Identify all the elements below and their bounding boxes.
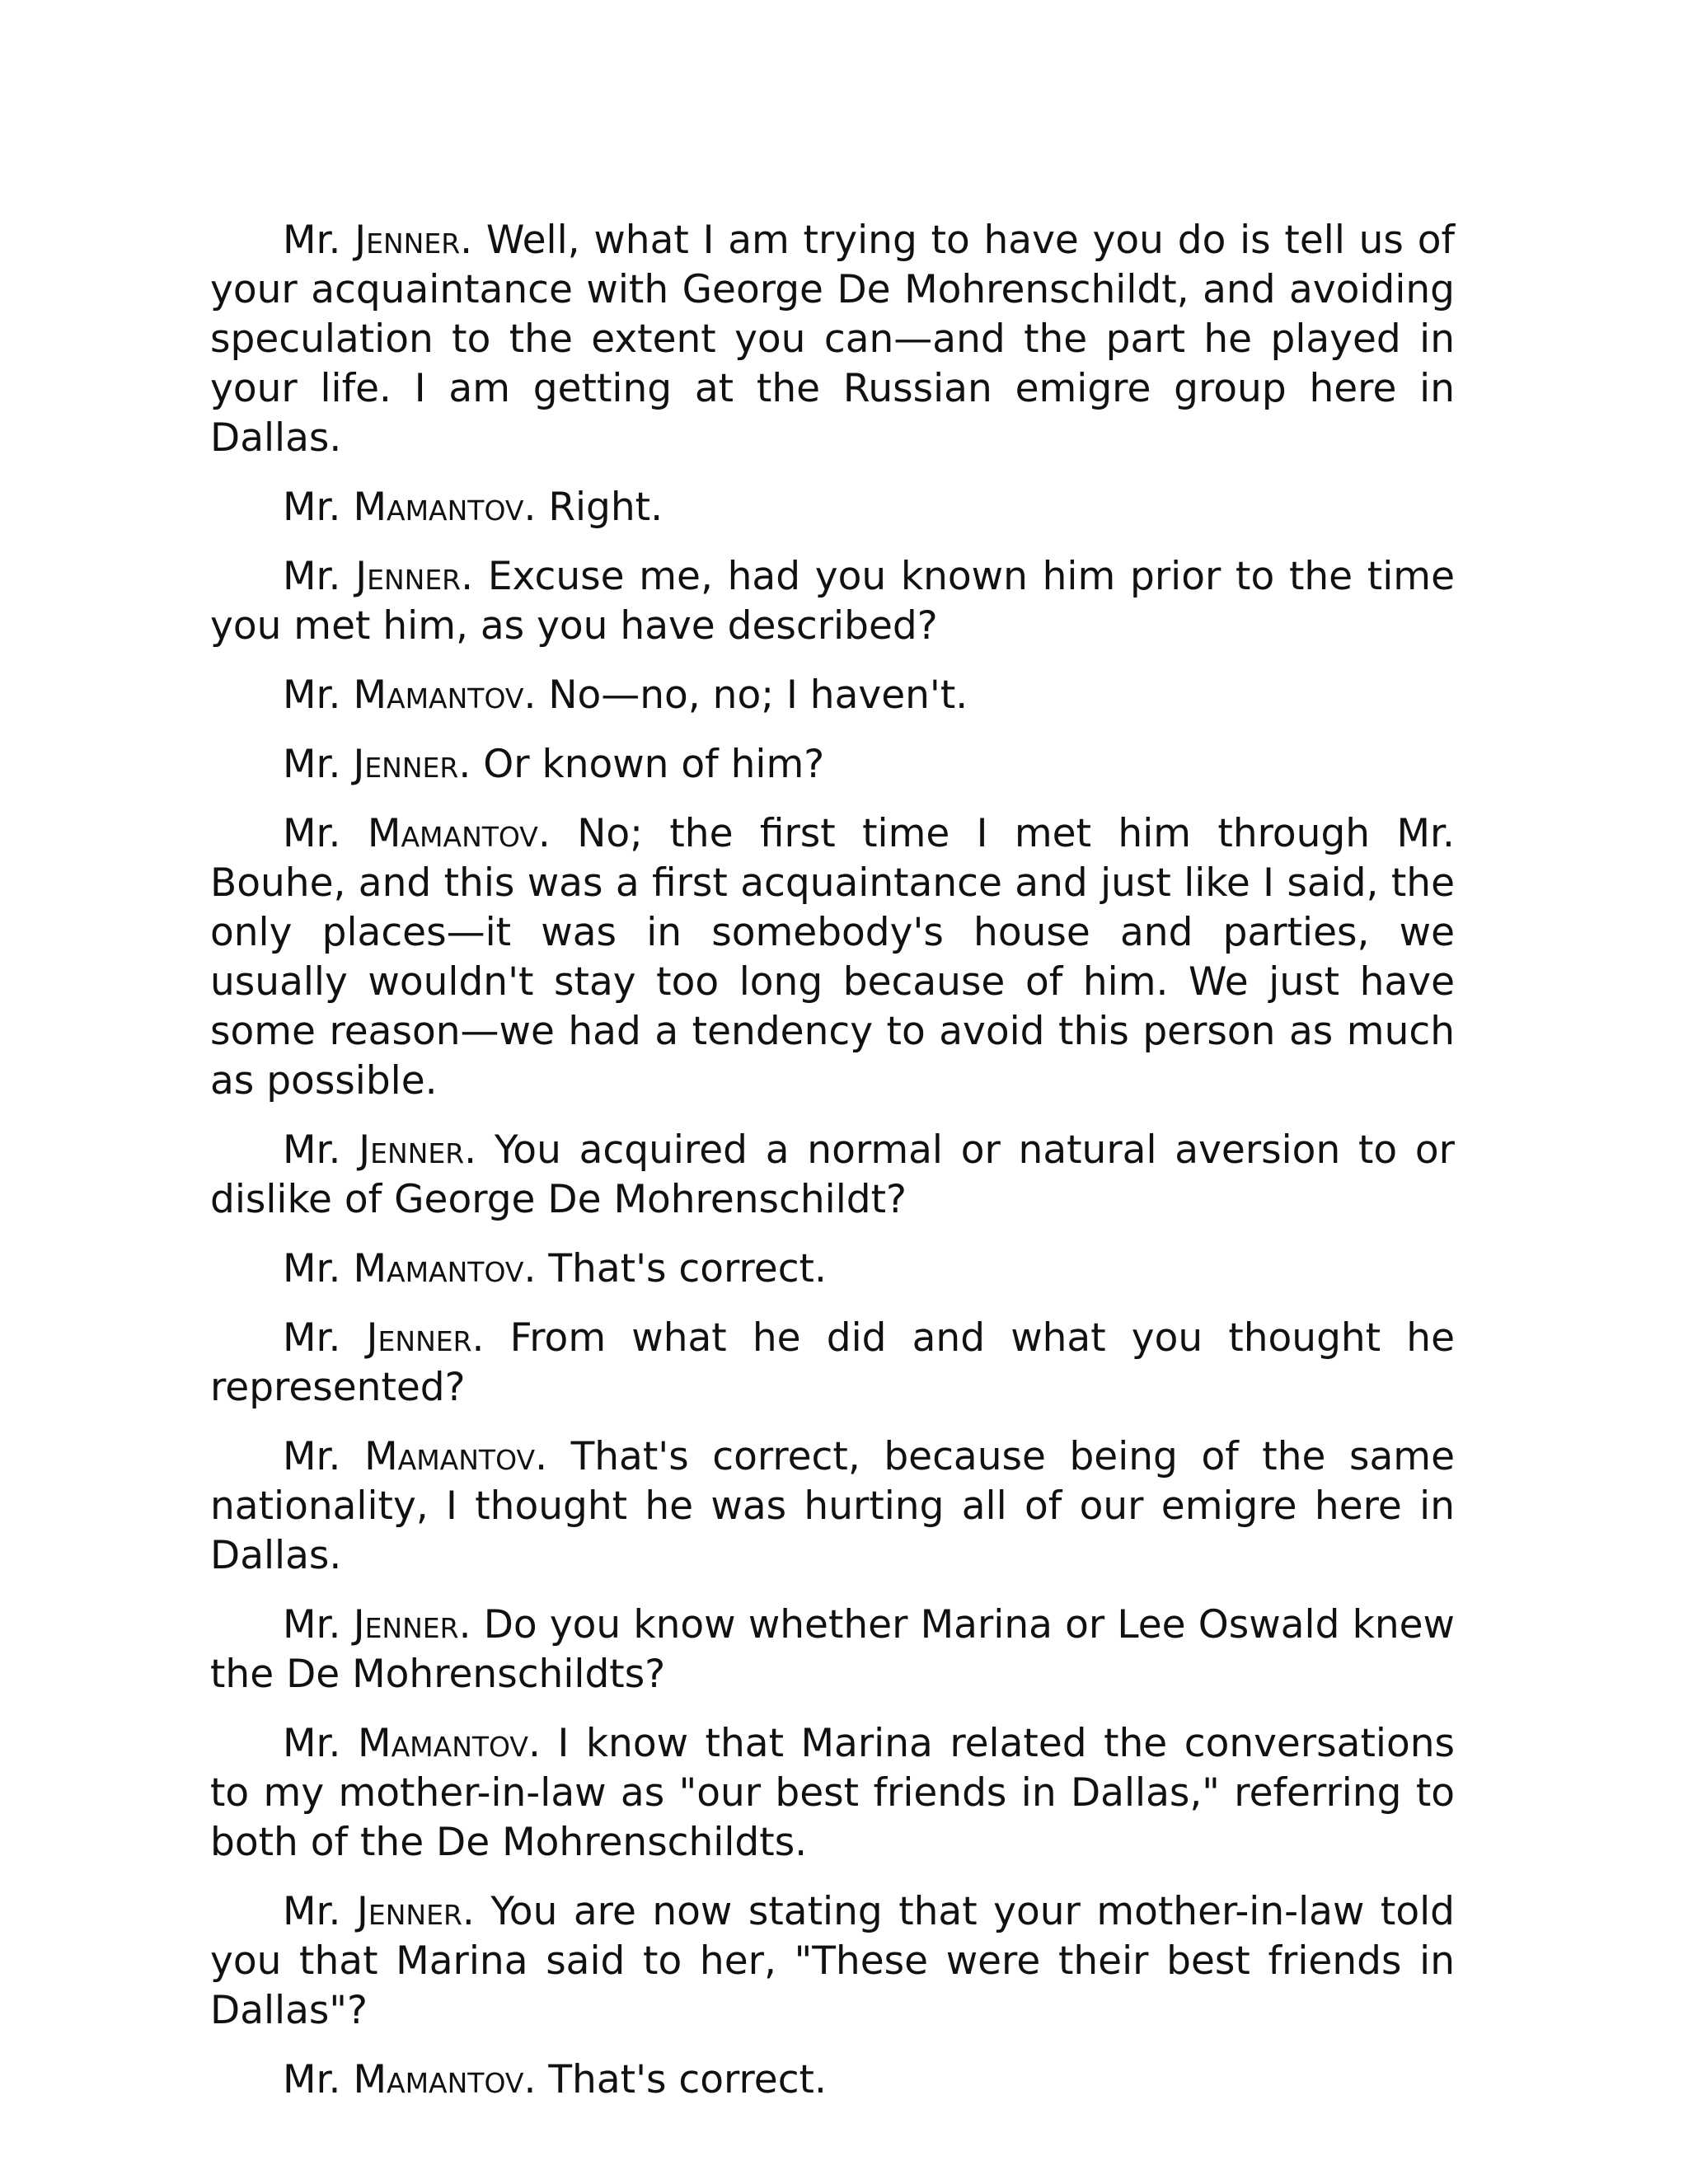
speaker-title: Mr. — [283, 811, 341, 856]
speaker-name: Mamantov — [353, 485, 524, 530]
speaker-name: Jenner — [353, 742, 459, 787]
speaker-title: Mr. — [283, 1889, 341, 1934]
speaker-title: Mr. — [283, 218, 341, 263]
speaker-title: Mr. — [283, 1127, 341, 1173]
speaker-name: Jenner — [354, 218, 461, 263]
testimony-text: Right. — [548, 485, 663, 530]
testimony-paragraph: Mr. Mamantov. Right. — [283, 485, 663, 530]
speaker-name: Mamantov — [364, 1434, 536, 1479]
testimony-text: You are now stating that your mother-in-law told you that Marina said to her, "These were their best friends in Dallas"? — [210, 1889, 1455, 2033]
testimony-paragraph: Mr. Mamantov. That's correct. — [283, 1246, 827, 1291]
testimony-text: Do you know whether Marina or Lee Oswald knew the De Mohrenschildts? — [210, 1602, 1455, 1697]
speaker-title: Mr. — [283, 742, 341, 787]
speaker-name: Mamantov — [367, 811, 538, 856]
testimony-paragraph: Mr. Mamantov. That's correct, because being of the same nationality, I thought he was hurting all of our emigre here in Dallas. — [210, 1434, 1455, 1578]
testimony-text: That's correct. — [548, 1246, 827, 1291]
testimony-paragraph: Mr. Mamantov. No—no, no; I haven't. — [283, 673, 968, 718]
testimony-text: You acquired a normal or natural aversion to or dislike of George De Mohrenschildt? — [210, 1127, 1455, 1222]
speaker-title: Mr. — [283, 673, 341, 718]
testimony-paragraph: Mr. Jenner. Well, what I am trying to have you do is tell us of your acquaintance with George De Mohrenschildt, and avoiding speculation to the extent you can—and the part he played in your life. I am getting at the Russian emigre group here in Dallas. — [210, 218, 1455, 461]
speaker-title: Mr. — [283, 2057, 341, 2102]
testimony-paragraph: Mr. Mamantov. I know that Marina related the conversations to my mother-in-law as "our best friends in Dallas," referring to both of the De Mohrenschildts. — [210, 1721, 1455, 1865]
speaker-title: Mr. — [283, 1434, 341, 1479]
speaker-name: Jenner — [366, 1315, 472, 1361]
testimony-text: That's correct. — [548, 2057, 827, 2102]
testimony-text: I know that Marina related the conversations to my mother-in-law as "our best friends in Dallas," referring to both of the De Mohrenschildts. — [210, 1721, 1455, 1865]
speaker-name: Mamantov — [353, 2057, 524, 2102]
testimony-paragraph: Mr. Jenner. You acquired a normal or natural aversion to or dislike of George De Mohrenschildt? — [210, 1127, 1455, 1222]
speaker-title: Mr. — [283, 1602, 341, 1647]
testimony-text: No—no, no; I haven't. — [548, 673, 968, 718]
speaker-name: Jenner — [355, 554, 462, 599]
testimony-text: Excuse me, had you known him prior to the time you met him, as you have described? — [210, 554, 1455, 649]
speaker-title: Mr. — [283, 1721, 341, 1766]
speaker-title: Mr. — [283, 554, 341, 599]
testimony-paragraph: Mr. Jenner. Or known of him? — [283, 742, 825, 787]
testimony-paragraph: Mr. Jenner. From what he did and what you thought he represented? — [210, 1315, 1455, 1410]
testimony-text: That's correct, because being of the same nationality, I thought he was hurting all of our emigre here in Dallas. — [210, 1434, 1455, 1578]
speaker-name: Mamantov — [353, 673, 524, 718]
transcript-page — [210, 216, 1455, 2125]
speaker-name: Jenner — [359, 1127, 465, 1173]
speaker-title: Mr. — [283, 485, 341, 530]
testimony-paragraph: Mr. Mamantov. No; the first time I met him through Mr. Bouhe, and this was a first acquaintance and just like I said, the only places—it was in somebody's house and parties, we usually wouldn't stay too long because of him. We just have some reason—we had a tendency to avoid this person as much as possible. — [210, 811, 1455, 1104]
speaker-name: Jenner — [357, 1889, 462, 1934]
speaker-title: Mr. — [283, 1246, 341, 1291]
speaker-name: Mamantov — [358, 1721, 529, 1766]
testimony-text: Well, what I am trying to have you do is tell us of your acquaintance with George De Mohrenschildt, and avoiding speculation to the extent you can—and the part he played in your life. I am getting at the Russian emigre group here in Dallas. — [210, 218, 1455, 461]
testimony-text: No; the first time I met him through Mr. Bouhe, and this was a first acquaintance and just like I said, the only places—it was in somebody's house and parties, we usually wouldn't stay too long because of him. We just have some reason—we had a tendency to avoid this person as much as possible. — [210, 811, 1455, 1104]
testimony-text: Or known of him? — [483, 742, 825, 787]
speaker-name: Jenner — [353, 1602, 459, 1647]
speaker-name: Mamantov — [353, 1246, 524, 1291]
speaker-title: Mr. — [283, 1315, 341, 1361]
testimony-paragraph: Mr. Mamantov. That's correct. — [283, 2057, 827, 2102]
testimony-text: From what he did and what you thought he represented? — [210, 1315, 1455, 1410]
testimony-paragraph: Mr. Jenner. Excuse me, had you known him prior to the time you met him, as you have described? — [210, 554, 1455, 649]
testimony-paragraph: Mr. Jenner. Do you know whether Marina or Lee Oswald knew the De Mohrenschildts? — [210, 1602, 1455, 1697]
testimony-paragraph: Mr. Jenner. You are now stating that your mother-in-law told you that Marina said to her, "These were their best friends in Dallas"? — [210, 1889, 1455, 2033]
